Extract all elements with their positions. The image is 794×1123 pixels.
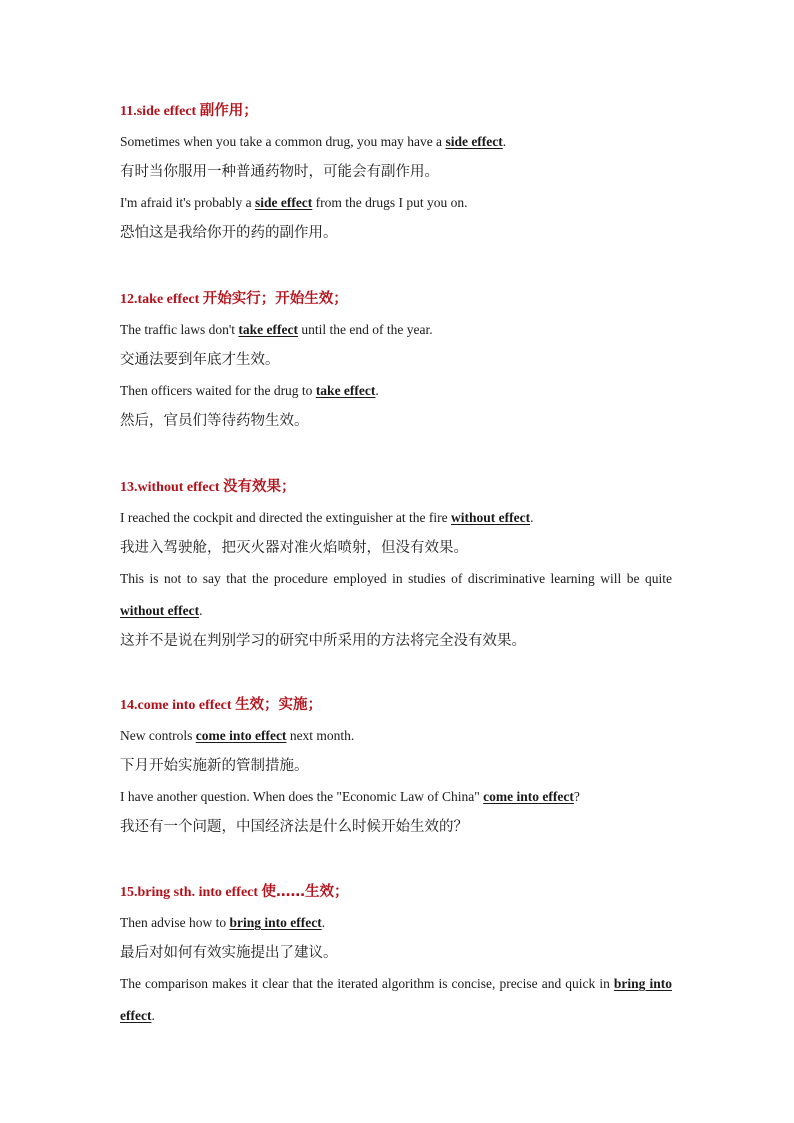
sentence-text: . (502, 134, 507, 149)
section-take-effect (120, 284, 672, 436)
keyword: come into effect (195, 728, 287, 743)
sentence-text: until the end of the year. (298, 322, 433, 337)
sentence-text: next month. (286, 728, 355, 743)
heading-meaning: 开始实行；开始生效； (202, 291, 348, 307)
translation: 然后，官员们等待药物生效。 (120, 413, 309, 429)
translation: 我进入驾驶舱，把灭火器对准火焰喷射，但没有效果。 (120, 540, 468, 556)
heading-meaning: 使……生效； (261, 884, 349, 900)
sentence-text: The comparison makes it clear that the iterated algorithm is concise, precise and quick in (120, 976, 614, 991)
example-sentence (120, 502, 672, 533)
keyword: take effect (315, 383, 376, 398)
keyword: without effect (120, 602, 200, 618)
sentence-text: Sometimes when you take a common drug, you may have a (120, 134, 446, 149)
section-side-effect (120, 96, 672, 248)
sentence-text: New controls (120, 728, 196, 743)
section-heading (120, 690, 672, 720)
section-heading (120, 472, 672, 502)
example-sentence (120, 781, 672, 812)
sentence-text: This is not to say that the procedure employed in studies of discriminative learning will be quite (120, 571, 672, 586)
example-sentence (120, 314, 672, 345)
example-sentence (120, 968, 672, 1031)
translation: 我还有一个问题，中国经济法是什么时候开始生效的？ (120, 819, 468, 835)
keyword: bring into effect (229, 915, 322, 930)
translation: 恐怕这是我给你开的药的副作用。 (120, 225, 338, 241)
example-sentence (120, 187, 672, 218)
heading-meaning: 副作用； (199, 103, 258, 119)
translation: 下月开始实施新的管制措施。 (120, 758, 309, 774)
translation: 交通法要到年底才生效。 (120, 352, 280, 368)
heading-phrase: 14.come into effect (120, 698, 236, 713)
keyword: without effect (450, 510, 531, 525)
section-heading (120, 877, 672, 907)
heading-meaning: 生效；实施； (235, 697, 323, 713)
keyword: come into effect (483, 789, 574, 804)
sentence-text: Then officers waited for the drug to (120, 383, 316, 398)
section-without-effect (120, 472, 672, 656)
heading-meaning: 没有效果； (223, 479, 296, 495)
heading-phrase: 11.side effect (120, 104, 200, 119)
keyword: side effect (254, 195, 313, 210)
section-heading (120, 96, 672, 126)
sentence-text: The traffic laws don't (120, 322, 239, 337)
section-bring-into-effect (120, 877, 672, 1031)
section-heading (120, 284, 672, 314)
sentence-text: . (151, 1007, 155, 1023)
heading-phrase: 12.take effect (120, 292, 203, 307)
heading-phrase: 15.bring sth. into effect (120, 885, 262, 900)
example-sentence (120, 375, 672, 406)
keyword: take effect (238, 322, 298, 337)
sentence-text: ? (573, 789, 580, 804)
sentence-text: . (199, 602, 203, 618)
sentence-text: . (321, 915, 326, 930)
sentence-text: I reached the cockpit and directed the extinguisher at the fire (120, 510, 451, 525)
sentence-text: . (530, 510, 534, 525)
keyword: side effect (445, 134, 503, 149)
example-sentence (120, 720, 672, 751)
example-sentence (120, 563, 672, 626)
keyword: bring into effect (120, 976, 672, 1023)
heading-phrase: 13.without effect (120, 480, 224, 495)
translation: 有时当你服用一种普通药物时，可能会有副作用。 (120, 164, 439, 180)
translation: 这并不是说在判别学习的研究中所采用的方法将完全没有效果。 (120, 633, 526, 649)
example-sentence (120, 907, 672, 938)
sentence-text: I'm afraid it's probably a (120, 195, 255, 210)
section-come-into-effect (120, 690, 672, 842)
sentence-text: Then advise how to (120, 915, 230, 930)
example-sentence (120, 126, 672, 157)
sentence-text: from the drugs I put you on. (312, 195, 468, 210)
sentence-text: I have another question. When does the "Economic Law of China" (120, 789, 484, 804)
translation: 最后对如何有效实施提出了建议。 (120, 945, 338, 961)
sentence-text: . (375, 383, 379, 398)
